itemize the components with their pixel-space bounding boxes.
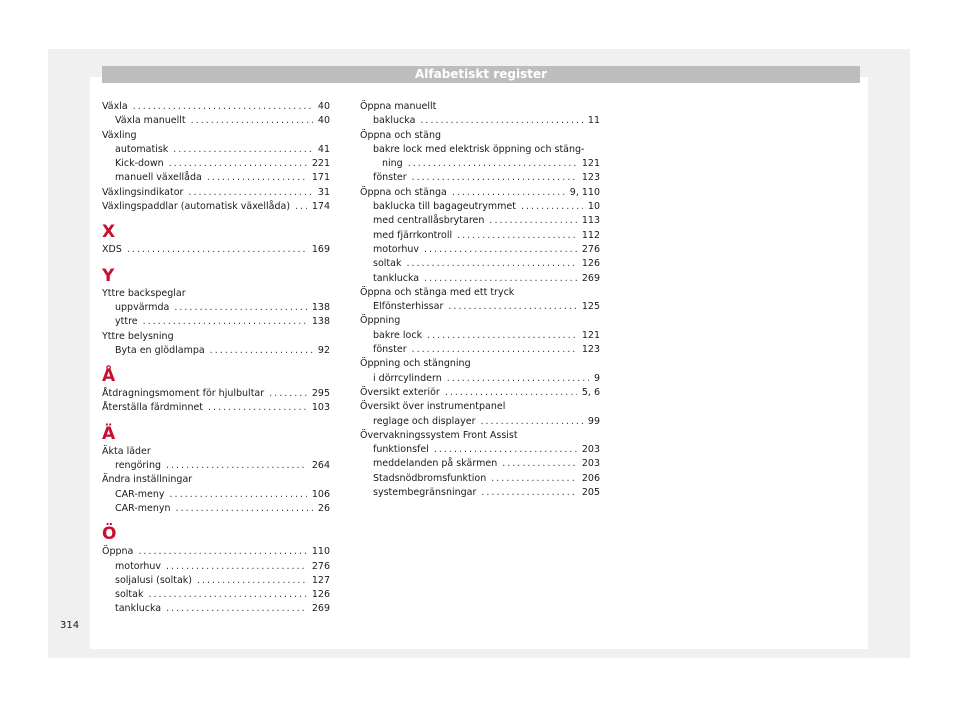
index-subentry: uppvärmda ..... 138 — [102, 301, 330, 315]
index-subentry: rengöring ..... 264 — [102, 459, 330, 473]
index-subentry: manuell växellåda ..... 171 — [102, 171, 330, 185]
index-subentry: Byta en glödlampa ..... 92 — [102, 344, 330, 358]
index-subentry: CAR-meny ..... 106 — [102, 488, 330, 502]
index-entry: Växla ..... 40 — [102, 100, 330, 114]
index-subentry: motorhuv ..... 276 — [102, 560, 330, 574]
index-heading: Yttre backspeglar — [102, 287, 186, 299]
index-subentry: automatisk ..... 41 — [102, 143, 330, 157]
page-number: 314 — [60, 620, 80, 631]
index-subentry: funktionsfel ..... 203 — [360, 443, 600, 457]
index-subentry: motorhuv ..... 276 — [360, 243, 600, 257]
section-letter-o-umlaut: Ö — [102, 524, 117, 545]
section-letter-x: X — [102, 222, 116, 243]
index-heading: Översikt över instrumentpanel — [360, 401, 506, 413]
index-entry: Öppna ..... 110 — [102, 545, 330, 559]
index-column-left — [102, 100, 330, 617]
index-subentry: Kick-down ..... 221 — [102, 157, 330, 171]
index-subentry: soltak ..... 126 — [102, 588, 330, 602]
index-subentry: fönster ..... 123 — [360, 343, 600, 357]
index-subentry: Stadsnödbromsfunktion ..... 206 — [360, 472, 600, 486]
index-heading: Öppna och stänga med ett tryck — [360, 286, 515, 298]
index-subentry: i dörrcylindern ..... 9 — [360, 372, 600, 386]
index-subentry: med centrallåsbrytaren ..... 113 — [360, 214, 600, 228]
index-subentry: tanklucka ..... 269 — [102, 602, 330, 616]
index-heading: Öppning — [360, 315, 401, 327]
index-heading: Övervakningssystem Front Assist — [360, 429, 518, 441]
index-subentry: soljalusi (soltak) ..... 127 — [102, 574, 330, 588]
index-subentry: med fjärrkontroll ..... 112 — [360, 229, 600, 243]
index-entry: Växlingspaddlar (automatisk växellåda) ..... 174 — [102, 200, 330, 214]
page-header: Alfabetiskt register — [102, 66, 860, 83]
index-heading: Öppna och stäng — [360, 129, 442, 141]
section-letter-y: Y — [102, 265, 115, 286]
index-heading: Ändra inställningar — [102, 474, 193, 486]
index-column-right — [360, 100, 600, 500]
index-entry: Åtdragningsmoment för hjulbultar ..... 295 — [102, 387, 330, 401]
index-subentry: systembegränsningar ..... 205 — [360, 486, 600, 500]
index-subentry: fönster ..... 123 — [360, 171, 600, 185]
index-heading: Öppna manuellt — [360, 101, 437, 112]
index-subentry: soltak ..... 126 — [360, 257, 600, 271]
index-entry: XDS ..... 169 — [102, 243, 330, 257]
index-subentry: CAR-menyn ..... 26 — [102, 502, 330, 516]
index-entry: Öppna och stänga ..... 9, 110 — [360, 186, 600, 200]
section-letter-a-umlaut: Ä — [102, 423, 116, 444]
index-subentry-continued: ning ..... 121 — [360, 157, 600, 171]
index-subheading: bakre lock med elektrisk öppning och stäng- — [373, 143, 585, 155]
index-subentry: meddelanden på skärmen ..... 203 — [360, 457, 600, 471]
index-subentry: baklucka till bagageutrymmet ..... 10 — [360, 200, 600, 214]
index-heading: Öppning och stängning — [360, 358, 471, 370]
index-entry: Växlingsindikator ..... 31 — [102, 186, 330, 200]
index-subentry: reglage och displayer ..... 99 — [360, 415, 600, 429]
index-subentry: baklucka ..... 11 — [360, 114, 600, 128]
index-heading: Äkta läder — [102, 445, 151, 457]
index-subentry: yttre ..... 138 — [102, 315, 330, 329]
index-heading: Yttre belysning — [102, 330, 174, 342]
index-subentry: bakre lock ..... 121 — [360, 329, 600, 343]
section-letter-a-ring: Å — [102, 366, 116, 387]
index-subentry: Växla manuellt ..... 40 — [102, 114, 330, 128]
index-subentry: tanklucka ..... 269 — [360, 272, 600, 286]
index-entry: Återställa färdminnet ..... 103 — [102, 401, 330, 415]
index-entry: Översikt exteriör ..... 5, 6 — [360, 386, 600, 400]
index-subentry: Elfönsterhissar ..... 125 — [360, 300, 600, 314]
index-heading: Växling — [102, 129, 137, 141]
